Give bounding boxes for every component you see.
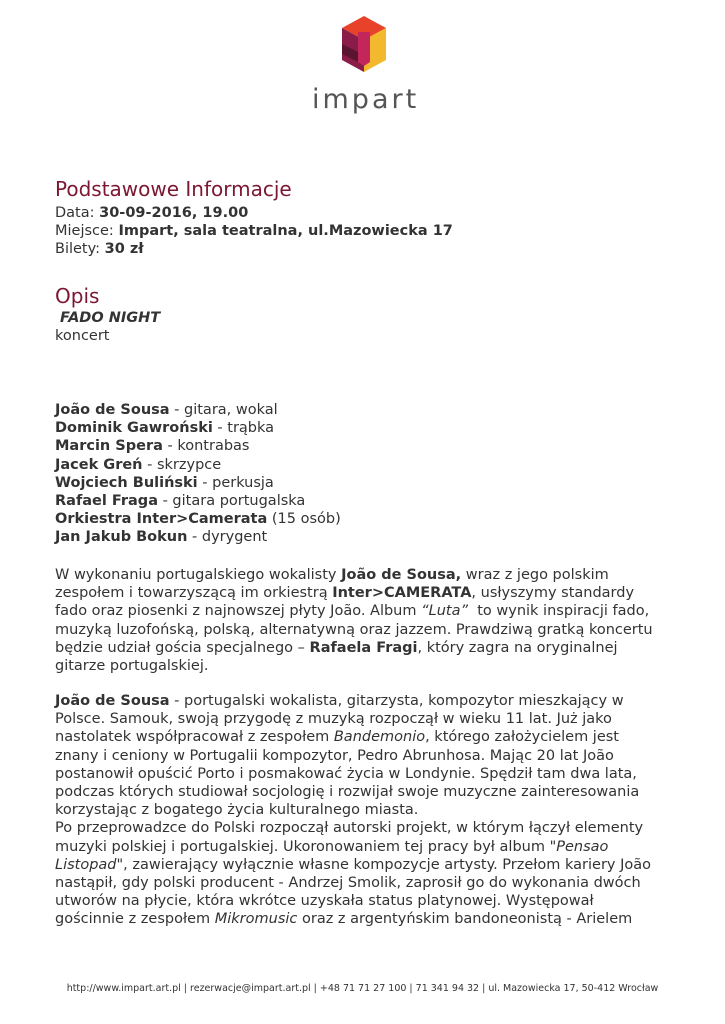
lineup-item: Orkiestra Inter>Camerata (15 osób) bbox=[55, 511, 341, 528]
lineup-item: Jan Jakub Bokun - dyrygent bbox=[55, 529, 268, 546]
tickets-value: 30 zł bbox=[104, 241, 144, 257]
date-line bbox=[55, 204, 248, 222]
lineup-item: Dominik Gawroński - trąbka bbox=[55, 420, 275, 437]
tickets-label: Bilety: bbox=[55, 241, 105, 257]
lineup-list bbox=[55, 401, 675, 547]
footer-contact: http://www.impart.art.pl | rezerwacje@impart.art.pl | +48 71 71 27 100 | 71 341 94 32 | ul. Mazowiecka 17, 50-412 Wrocław bbox=[66, 983, 659, 994]
place-value: Impart, sala teatralna, ul.Mazowiecka 17 bbox=[118, 223, 453, 239]
impart-logo-text: impart bbox=[312, 84, 420, 115]
event-name: FADO NIGHT bbox=[55, 310, 161, 326]
lineup-item: Rafael Fraga - gitara portugalska bbox=[55, 493, 306, 510]
intro-paragraph: W wykonaniu portugalskiego wokalisty João de Sousa, wraz z jego polskim zespołem i towarzyszącą im orkiestrą Inter>CAMERATA, usłyszymy standardy fado oraz piosenki z najnowszej płyty João. Album “Luta” to wynik inspiracji fado, muzyką luzofońską, polską, alternatywną oraz jazzem. Prawdziwą gratką koncertu będzie udział gościa specjalnego – Rafaela Fragi, który zagra na oryginalnej gitarze portugalskiej. bbox=[55, 567, 653, 675]
lineup-item: João de Sousa - gitara, wokal bbox=[55, 402, 278, 418]
event-type: koncert bbox=[55, 328, 110, 344]
lineup-item: Jacek Greń - skrzypce bbox=[55, 456, 222, 473]
place-label: Miejsce: bbox=[55, 223, 119, 239]
lineup-item: Marcin Spera - kontrabas bbox=[55, 438, 250, 455]
impart-logo bbox=[312, 14, 420, 118]
section-title-description: Opis bbox=[55, 284, 100, 308]
date-label: Data: bbox=[55, 205, 100, 221]
section-title-basic-info: Podstawowe Informacje bbox=[55, 177, 292, 201]
place-line bbox=[55, 222, 453, 240]
date-value: 30-09-2016, 19.00 bbox=[99, 205, 249, 221]
impart-logo-mark-icon bbox=[332, 14, 396, 74]
biography-paragraph: João de Sousa - portugalski wokalista, gitarzysta, kompozytor mieszkający w Polsce. Samouk, swoją przygodę z muzyką rozpoczął w wieku 11 lat. Już jako nastolatek współpracował z zespołem Bandemonio, którego założycielem jest znany i ceniony w Portugalii kompozytor, Pedro Abrunhosa. Mając 20 lat João postanowił opuścić Porto i posmakować życia w Londynie. Spędził tam dwa lata, podczas których studiował socjologię i rozwijał swoje muzyczne zainteresowania korzystając z bogatego życia kulturalnego miasta. Po przeprowadzce do Polski rozpoczął autorski projekt, w którym łączył elementy muzyki polskiej i portugalskiej. Ukoronowaniem tej pracy był album "Pensao Listopad", zawierający wyłącznie własne kompozycje artysty. Przełom kariery João nastąpił, gdy polski producent - Andrzej Smolik, zaprosił go do wykonania dwóch utworów na płycie, która wkrótce uzyskała status platynowej. Występował gościnnie z zespołem Mikromusic oraz z argentyńskim bandoneonistą - Arielem bbox=[55, 693, 652, 928]
tickets-line bbox=[55, 240, 144, 258]
lineup-item: Wojciech Buliński - perkusja bbox=[55, 474, 274, 491]
